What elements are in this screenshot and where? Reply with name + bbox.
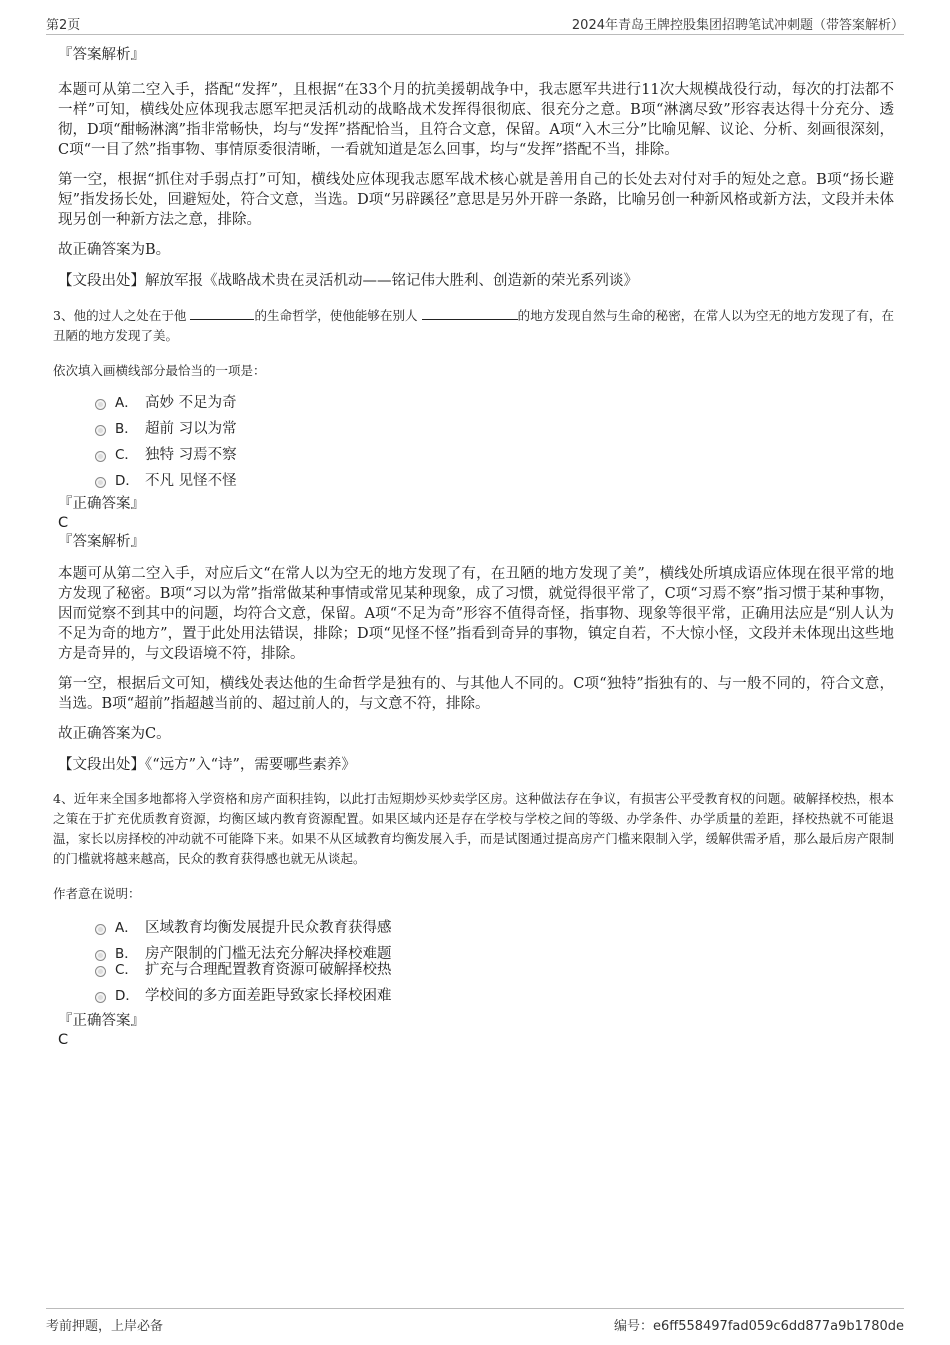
analysis-label: 『答案解析』	[58, 534, 145, 550]
correct-answer-label: 『正确答案』	[58, 1013, 145, 1029]
correct-answer: C	[58, 515, 69, 531]
option-d[interactable]: D． 学校间的多方面差距导致家长择校困难	[95, 986, 894, 1012]
radio-button[interactable]	[95, 425, 106, 436]
document-id: 编号：e6ff558497fad059c6dd877a9b1780de	[613, 1319, 904, 1334]
radio-button[interactable]	[95, 992, 106, 1003]
document-title: 2024年青岛王牌控股集团招聘笔试冲刺题（带答案解析）	[571, 18, 904, 33]
option-b[interactable]: B． 房产限制的门槛无法充分解决择校难题	[95, 944, 894, 960]
question-4-options	[95, 918, 894, 1012]
source-citation: 【文段出处】《“远方”入“诗”，需要哪些素养》	[58, 757, 356, 773]
analysis-paragraph: 本题可从第二空入手，搭配“发挥”，且根据“在33个月的抗美援朝战争中，我志愿军共进行11次大规模战役行动，每次的打法都不一样”可知，横线处应体现我志愿军把灵活机动的战略战术发挥得很彻底、很充分之意。B项“淋漓尽致”形容表达得十分充分、透彻，D项“酣畅淋漓”指非常畅快，均与“发挥”搭配恰当，且符合文意，保留。A项“入木三分”比喻见解、议论、分析、刻画很深刻，C项“一目了然”指事物、事情原委很清晰，一看就知道是怎么回事，均与“发挥”搭配不当，排除。	[58, 82, 894, 158]
question-3-stem: 3、他的过人之处在于他 的生命哲学，使他能够在别人 的地方发现自然与生命的秘密，在常人以为空无的地方发现了有，在丑陋的地方发现了美。	[53, 308, 894, 343]
document-body	[53, 46, 894, 1050]
blank-line	[422, 306, 518, 320]
analysis-conclusion: 故正确答案为B。	[58, 242, 171, 258]
radio-button[interactable]	[95, 924, 106, 935]
radio-button[interactable]	[95, 966, 106, 977]
analysis-paragraph: 本题可从第二空入手，对应后文“在常人以为空无的地方发现了有，在丑陋的地方发现了美”，横线处所填成语应体现在很平常的地方发现了秘密。B项“习以为常”指常做某种事情或常见某种现象，成了习惯，就觉得很平常了，C项“习焉不察”指习惯于某种事物，因而觉察不到其中的问题，均符合文意，保留。A项“不足为奇”形容不值得奇怪，指事物、现象等很平常，正确用法应是“别人认为不足为奇的地方”，置于此处用法错误，排除；D项“见怪不怪”指看到奇异的事物，镇定自若，不大惊小怪，文段并未体现出这些地方是奇异的，与文段语境不符，排除。	[58, 566, 894, 662]
question-3-instruction: 依次填入画横线部分最恰当的一项是：	[53, 363, 266, 378]
option-a[interactable]: A． 区域教育均衡发展提升民众教育获得感	[95, 918, 894, 944]
option-c[interactable]: C． 独特 习焉不察	[95, 445, 894, 471]
analysis-label: 『答案解析』	[58, 47, 145, 63]
blank-line	[190, 306, 254, 320]
correct-answer: C	[58, 1032, 69, 1048]
question-4-stem: 4、近年来全国多地都将入学资格和房产面积挂钩，以此打击短期炒买炒卖学区房。这种做法存在争议，有损害公平受教育权的问题。破解择校热，根本之策在于扩充优质教育资源，均衡区域内教育资源配置。如果区域内还是存在学校与学校之间的等级、办学条件、办学质量的差距，择校热就不可能退温，家长以房择校的冲动就不可能降下来。如果不从区域教育均衡发展入手，而是试图通过提高房产门槛来限制入学，缓解供需矛盾，那么最后房产限制的门槛就将越来越高，民众的教育获得感也就无从谈起。	[53, 791, 894, 866]
radio-button[interactable]	[95, 477, 106, 488]
option-a[interactable]: A． 高妙 不足为奇	[95, 393, 894, 419]
analysis-conclusion: 故正确答案为C。	[58, 726, 171, 742]
page-footer	[46, 1308, 904, 1333]
question-4-instruction: 作者意在说明：	[53, 886, 141, 901]
option-c[interactable]: C． 扩充与合理配置教育资源可破解择校热	[95, 960, 894, 986]
footer-slogan: 考前押题，上岸必备	[46, 1319, 164, 1334]
source-citation: 【文段出处】解放军报《战略战术贵在灵活机动——铭记伟大胜利、创造新的荣光系列谈》	[58, 273, 638, 289]
analysis-paragraph: 第一空，根据“抓住对手弱点打”可知，横线处应体现我志愿军战术核心就是善用自己的长处去对付对手的短处之意。B项“扬长避短”指发扬长处，回避短处，符合文意，当选。D项“另辟蹊径”意思是另外开辟一条路，比喻另创一种新风格或新方法，文段并未体现另创一种新方法之意，排除。	[58, 172, 894, 228]
option-d[interactable]: D． 不凡 见怪不怪	[95, 471, 894, 497]
correct-answer-label: 『正确答案』	[58, 496, 145, 512]
analysis-paragraph: 第一空，根据后文可知，横线处表达他的生命哲学是独有的、与其他人不同的。C项“独特”指独有的、与一般不同的，符合文意，当选。B项“超前”指超越当前的、超过前人的，与文意不符，排除。	[58, 676, 894, 712]
page-number: 第2页	[46, 18, 81, 33]
page-header	[46, 12, 904, 35]
question-3-options	[95, 393, 894, 497]
option-b[interactable]: B． 超前 习以为常	[95, 419, 894, 445]
radio-button[interactable]	[95, 399, 106, 410]
radio-button[interactable]	[95, 451, 106, 462]
